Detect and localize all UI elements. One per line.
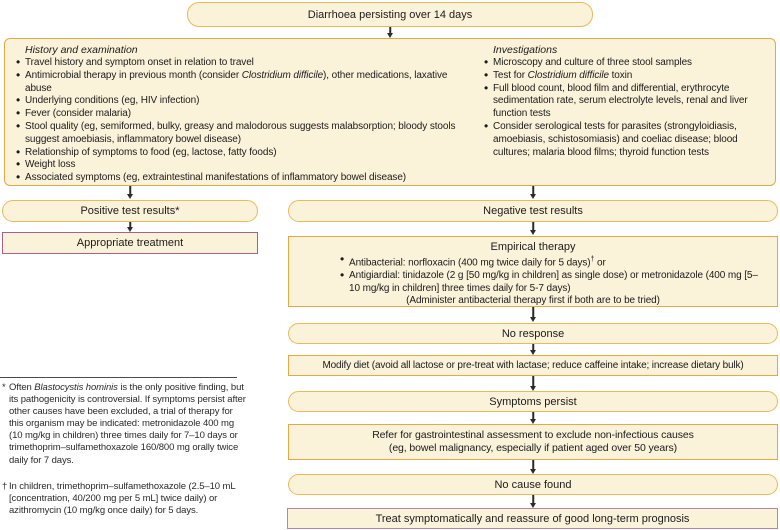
footnote-dagger — [2, 481, 248, 517]
flow-arrow — [125, 222, 135, 232]
start-node-label: Diarrhoea persisting over 14 days — [307, 8, 473, 21]
footnote-asterisk-text: Often Blastocystis hominis is the only positive finding, but its pathogenicity is controversial. If symptoms persist after other causes have been excluded, a trial of therapy for this organism may be indicated: metronidazole 400 mg (10 mg/kg in children) three times daily for 7–10 days or trimethoprim–sulfamethoxazole 160/800 mg orally twice daily for 7 days. — [9, 382, 246, 466]
bullet-item: • Antibacterial: norfloxacin (400 mg twice daily for 5 days)† or — [339, 254, 767, 270]
appropriate-treatment-label: Appropriate treatment — [76, 237, 184, 249]
investigations-heading: Investigations — [493, 44, 558, 56]
footnote-asterisk — [2, 382, 248, 467]
no-response-label: No response — [501, 327, 565, 340]
flow-arrow — [528, 376, 538, 391]
positive-results-node — [2, 200, 258, 222]
bullet-item: • Travel history and symptom onset in relation to travel — [15, 57, 467, 70]
empirical-therapy-title: Empirical therapy — [490, 241, 576, 253]
modify-diet-node — [288, 355, 778, 376]
bullet-item: • Underlying conditions (eg, HIV infection) — [15, 95, 467, 108]
assessment-box — [4, 38, 776, 186]
footnote-dagger-text: In children, trimethoprim–sulfamethoxazole (2.5–10 mL [concentration, 40/200 mg per 5 mL] twice daily) or azithromycin (10 mg/kg once daily) for 5 days. — [9, 481, 236, 517]
history-panel — [15, 44, 467, 185]
bullet-item: • Full blood count, blood film and differential, erythrocyte sedimentation rate, serum electrolyte levels, renal and liver function tests — [483, 83, 775, 121]
no-cause-found-node — [288, 474, 778, 495]
bullet-item: • Microscopy and culture of three stool samples — [483, 57, 775, 70]
treat-symptomatically-label: Treat symptomatically and reassure of good long-term prognosis — [375, 512, 690, 525]
bullet-item: • Associated symptoms (eg, extraintestinal manifestations of inflammatory bowel disease) — [15, 172, 467, 185]
flow-arrow — [528, 495, 538, 508]
empirical-therapy-list — [339, 254, 767, 295]
flow-arrow — [125, 186, 135, 199]
bullet-item: • Weight loss — [15, 159, 467, 172]
history-heading: History and examination — [25, 44, 138, 56]
negative-results-label: Negative test results — [483, 205, 583, 217]
investigations-panel — [483, 44, 775, 159]
bullet-item: • Fever (consider malaria) — [15, 108, 467, 121]
footnote-divider — [0, 377, 237, 378]
modify-diet-label: Modify diet (avoid all lactose or pre-treat with lactase; reduce caffeine intake; increase dietary bulk) — [322, 360, 744, 371]
flow-arrow — [528, 344, 538, 355]
investigations-list — [483, 57, 775, 159]
refer-assessment-node — [288, 424, 778, 460]
positive-results-label: Positive test results* — [80, 205, 180, 217]
bullet-item: • Stool quality (eg, semiformed, bulky, greasy and malodorous suggests malabsorption; bloody stools suggest amoebiasis, inflammatory bowel disease) — [15, 121, 467, 147]
empirical-therapy-node — [288, 236, 778, 307]
footnote-asterisk-marker: * — [2, 382, 6, 393]
start-node — [187, 2, 593, 27]
negative-results-node — [288, 200, 778, 222]
symptoms-persist-label: Symptoms persist — [489, 395, 577, 408]
flow-arrow — [528, 412, 538, 424]
refer-assessment-line2: (eg, bowel malignancy, especially if patient aged over 50 years) — [388, 442, 678, 454]
flow-arrow — [528, 222, 538, 235]
treat-symptomatically-node — [287, 508, 778, 529]
symptoms-persist-node — [288, 391, 778, 412]
bullet-item: • Antimicrobial therapy in previous month (consider Clostridium difficile), other medications, laxative abuse — [15, 70, 467, 96]
flow-arrow — [528, 307, 538, 322]
footnote-dagger-marker: † — [2, 481, 8, 492]
bullet-item: • Relationship of symptoms to food (eg, lactose, fatty foods) — [15, 147, 467, 160]
empirical-therapy-note: (Administer antibacterial therapy first if both are to be tried) — [406, 295, 660, 307]
flow-arrow — [528, 186, 538, 199]
flow-arrow — [385, 27, 395, 38]
bullet-item: • Test for Clostridium difficile toxin — [483, 70, 775, 83]
history-list — [15, 57, 467, 185]
bullet-item: • Antigiardial: tinidazole (2 g [50 mg/kg in children] as single dose) or metronidazole (400 mg [5–10 mg/kg in children] three times daily for 5-7 days) — [339, 270, 767, 295]
no-response-node — [288, 323, 778, 344]
refer-assessment-line1: Refer for gastrointestinal assessment to exclude non-infectious causes — [372, 428, 694, 441]
appropriate-treatment-node — [2, 232, 258, 254]
no-cause-found-label: No cause found — [494, 478, 572, 491]
bullet-item: • Consider serological tests for parasites (strongyloidiasis, amoebiasis, schistosomiasis) and coeliac disease; blood cultures; malaria blood films; thyroid function tests — [483, 121, 775, 159]
flow-arrow — [528, 460, 538, 474]
